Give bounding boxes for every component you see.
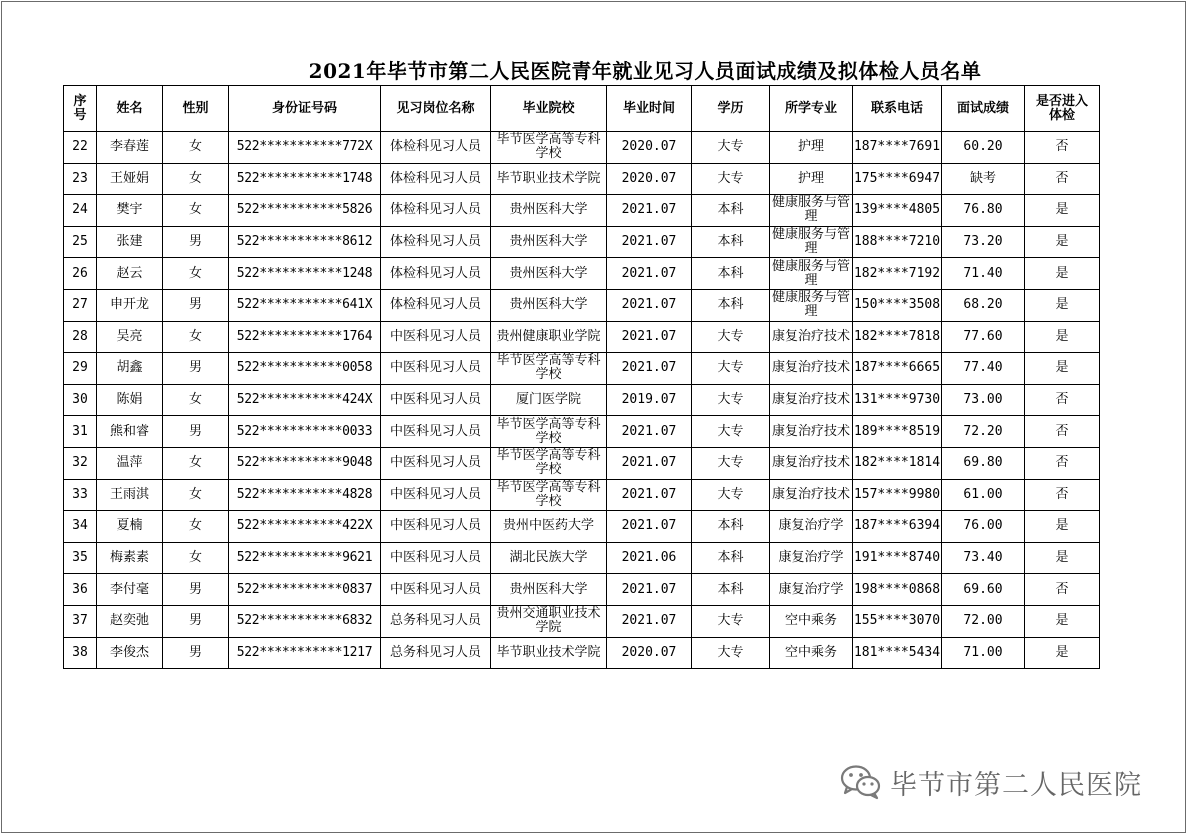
cell-phone: 189****8519	[853, 416, 942, 448]
cell-post: 体检科见习人员	[381, 226, 491, 258]
cell-post: 体检科见习人员	[381, 163, 491, 195]
cell-school: 贵州医科大学	[491, 258, 607, 290]
cell-gender: 女	[163, 163, 229, 195]
cell-phone: 175****6947	[853, 163, 942, 195]
cell-school: 贵州医科大学	[491, 289, 607, 321]
cell-exam: 否	[1025, 132, 1100, 164]
cell-id: 522***********9621	[229, 542, 381, 574]
cell-score: 71.40	[942, 258, 1025, 290]
cell-major: 康复治疗学	[770, 511, 853, 543]
cell-gender: 女	[163, 258, 229, 290]
cell-major: 空中乘务	[770, 605, 853, 637]
table-row	[64, 289, 1100, 321]
cell-gender: 女	[163, 321, 229, 353]
document-title: 2021年毕节市第二人民医院青年就业见习人员面试成绩及拟体检人员名单	[308, 59, 982, 83]
cell-no: 34	[64, 511, 97, 543]
cell-score: 69.60	[942, 574, 1025, 606]
cell-score: 73.40	[942, 542, 1025, 574]
cell-post: 体检科见习人员	[381, 195, 491, 227]
cell-no: 35	[64, 542, 97, 574]
cell-grad-time: 2019.07	[607, 384, 692, 416]
cell-phone: 187****6394	[853, 511, 942, 543]
cell-exam: 否	[1025, 479, 1100, 511]
cell-major: 康复治疗技术	[770, 353, 853, 385]
cell-gender: 男	[163, 353, 229, 385]
cell-gender: 女	[163, 384, 229, 416]
cell-school: 毕节医学高等专科学校	[491, 416, 607, 448]
cell-phone: 187****7691	[853, 132, 942, 164]
table-row	[64, 321, 1100, 353]
header-phone: 联系电话	[853, 86, 942, 132]
cell-score: 69.80	[942, 447, 1025, 479]
cell-degree: 本科	[692, 542, 770, 574]
cell-major: 康复治疗技术	[770, 447, 853, 479]
cell-phone: 182****7192	[853, 258, 942, 290]
cell-grad-time: 2021.07	[607, 258, 692, 290]
cell-school: 贵州健康职业学院	[491, 321, 607, 353]
cell-school: 毕节职业技术学院	[491, 637, 607, 669]
cell-exam: 否	[1025, 416, 1100, 448]
cell-id: 522***********1764	[229, 321, 381, 353]
header-grad-time: 毕业时间	[607, 86, 692, 132]
cell-phone: 182****1814	[853, 447, 942, 479]
cell-gender: 男	[163, 605, 229, 637]
cell-no: 22	[64, 132, 97, 164]
header-major: 所学专业	[770, 86, 853, 132]
cell-gender: 女	[163, 195, 229, 227]
cell-no: 33	[64, 479, 97, 511]
table-row	[64, 132, 1100, 164]
cell-exam: 否	[1025, 163, 1100, 195]
cell-degree: 大专	[692, 384, 770, 416]
cell-major: 康复治疗技术	[770, 321, 853, 353]
cell-post: 中医科见习人员	[381, 384, 491, 416]
cell-grad-time: 2020.07	[607, 132, 692, 164]
cell-name: 申开龙	[97, 289, 163, 321]
cell-id: 522***********1217	[229, 637, 381, 669]
cell-degree: 大专	[692, 132, 770, 164]
cell-major: 空中乘务	[770, 637, 853, 669]
cell-name: 李俊杰	[97, 637, 163, 669]
cell-name: 赵奕弛	[97, 605, 163, 637]
cell-degree: 本科	[692, 511, 770, 543]
cell-id: 522***********422X	[229, 511, 381, 543]
cell-exam: 是	[1025, 226, 1100, 258]
cell-id: 522***********0058	[229, 353, 381, 385]
cell-name: 李付毫	[97, 574, 163, 606]
header-name: 姓名	[97, 86, 163, 132]
cell-school: 贵州医科大学	[491, 226, 607, 258]
cell-id: 522***********6832	[229, 605, 381, 637]
cell-no: 24	[64, 195, 97, 227]
cell-score: 71.00	[942, 637, 1025, 669]
cell-name: 赵云	[97, 258, 163, 290]
cell-exam: 是	[1025, 353, 1100, 385]
cell-id: 522***********0837	[229, 574, 381, 606]
cell-score: 73.20	[942, 226, 1025, 258]
header-exam: 是否进入体检	[1025, 86, 1100, 132]
table-header	[64, 86, 1100, 132]
cell-degree: 大专	[692, 353, 770, 385]
header-school: 毕业院校	[491, 86, 607, 132]
cell-no: 37	[64, 605, 97, 637]
cell-phone: 155****3070	[853, 605, 942, 637]
wechat-icon	[840, 764, 882, 800]
cell-exam: 是	[1025, 258, 1100, 290]
header-post: 见习岗位名称	[381, 86, 491, 132]
cell-post: 中医科见习人员	[381, 321, 491, 353]
cell-no: 30	[64, 384, 97, 416]
cell-post: 总务科见习人员	[381, 637, 491, 669]
cell-score: 61.00	[942, 479, 1025, 511]
cell-name: 温萍	[97, 447, 163, 479]
cell-exam: 否	[1025, 384, 1100, 416]
cell-phone: 181****5434	[853, 637, 942, 669]
cell-phone: 182****7818	[853, 321, 942, 353]
header-row	[64, 86, 1100, 132]
cell-phone: 150****3508	[853, 289, 942, 321]
cell-grad-time: 2020.07	[607, 163, 692, 195]
cell-school: 湖北民族大学	[491, 542, 607, 574]
cell-major: 康复治疗技术	[770, 416, 853, 448]
cell-degree: 大专	[692, 447, 770, 479]
cell-exam: 是	[1025, 542, 1100, 574]
cell-exam: 是	[1025, 511, 1100, 543]
cell-grad-time: 2021.07	[607, 574, 692, 606]
cell-major: 护理	[770, 163, 853, 195]
cell-gender: 男	[163, 416, 229, 448]
cell-post: 中医科见习人员	[381, 353, 491, 385]
cell-school: 毕节医学高等专科学校	[491, 447, 607, 479]
cell-exam: 是	[1025, 289, 1100, 321]
cell-name: 梅素素	[97, 542, 163, 574]
cell-degree: 本科	[692, 258, 770, 290]
table-row	[64, 353, 1100, 385]
cell-id: 522***********641X	[229, 289, 381, 321]
cell-no: 26	[64, 258, 97, 290]
cell-degree: 大专	[692, 416, 770, 448]
table-row	[64, 163, 1100, 195]
cell-name: 樊宇	[97, 195, 163, 227]
cell-grad-time: 2021.07	[607, 479, 692, 511]
cell-school: 贵州医科大学	[491, 574, 607, 606]
cell-major: 康复治疗学	[770, 574, 853, 606]
table-row	[64, 542, 1100, 574]
cell-gender: 男	[163, 226, 229, 258]
cell-grad-time: 2021.07	[607, 605, 692, 637]
table-row	[64, 605, 1100, 637]
cell-post: 体检科见习人员	[381, 289, 491, 321]
cell-exam: 是	[1025, 605, 1100, 637]
cell-exam: 否	[1025, 447, 1100, 479]
cell-degree: 大专	[692, 163, 770, 195]
cell-no: 27	[64, 289, 97, 321]
cell-score: 72.20	[942, 416, 1025, 448]
table-row	[64, 511, 1100, 543]
cell-score: 72.00	[942, 605, 1025, 637]
cell-exam: 否	[1025, 574, 1100, 606]
table-row	[64, 447, 1100, 479]
cell-school: 毕节职业技术学院	[491, 163, 607, 195]
cell-post: 中医科见习人员	[381, 416, 491, 448]
cell-score: 77.40	[942, 353, 1025, 385]
header-gender: 性别	[163, 86, 229, 132]
cell-id: 522***********772X	[229, 132, 381, 164]
cell-gender: 女	[163, 132, 229, 164]
table-row	[64, 574, 1100, 606]
header-no: 序号	[64, 86, 97, 132]
table-row	[64, 226, 1100, 258]
cell-name: 陈娟	[97, 384, 163, 416]
cell-no: 36	[64, 574, 97, 606]
cell-no: 32	[64, 447, 97, 479]
cell-id: 522***********1248	[229, 258, 381, 290]
table-row	[64, 384, 1100, 416]
cell-id: 522***********1748	[229, 163, 381, 195]
cell-id: 522***********9048	[229, 447, 381, 479]
cell-score: 60.20	[942, 132, 1025, 164]
cell-score: 76.00	[942, 511, 1025, 543]
cell-post: 中医科见习人员	[381, 574, 491, 606]
cell-exam: 是	[1025, 195, 1100, 227]
header-degree: 学历	[692, 86, 770, 132]
cell-gender: 男	[163, 574, 229, 606]
cell-school: 毕节医学高等专科学校	[491, 132, 607, 164]
cell-phone: 198****0868	[853, 574, 942, 606]
cell-post: 体检科见习人员	[381, 258, 491, 290]
cell-post: 总务科见习人员	[381, 605, 491, 637]
table-row	[64, 195, 1100, 227]
table-row	[64, 479, 1100, 511]
cell-id: 522***********0033	[229, 416, 381, 448]
cell-score: 68.20	[942, 289, 1025, 321]
cell-post: 体检科见习人员	[381, 132, 491, 164]
cell-phone: 187****6665	[853, 353, 942, 385]
cell-phone: 131****9730	[853, 384, 942, 416]
cell-degree: 大专	[692, 605, 770, 637]
cell-grad-time: 2021.07	[607, 416, 692, 448]
cell-post: 中医科见习人员	[381, 447, 491, 479]
cell-post: 中医科见习人员	[381, 479, 491, 511]
cell-no: 25	[64, 226, 97, 258]
cell-phone: 191****8740	[853, 542, 942, 574]
cell-name: 王雨淇	[97, 479, 163, 511]
cell-no: 38	[64, 637, 97, 669]
cell-phone: 139****4805	[853, 195, 942, 227]
cell-major: 康复治疗学	[770, 542, 853, 574]
cell-degree: 本科	[692, 226, 770, 258]
cell-id: 522***********424X	[229, 384, 381, 416]
table-row	[64, 637, 1100, 669]
cell-exam: 是	[1025, 637, 1100, 669]
cell-major: 健康服务与管理	[770, 226, 853, 258]
cell-gender: 女	[163, 447, 229, 479]
cell-degree: 本科	[692, 289, 770, 321]
cell-gender: 男	[163, 289, 229, 321]
cell-gender: 女	[163, 511, 229, 543]
cell-gender: 男	[163, 637, 229, 669]
roster-table	[63, 85, 1100, 669]
cell-degree: 大专	[692, 321, 770, 353]
watermark-text: 毕节市第二人民医院	[890, 769, 1142, 801]
cell-gender: 女	[163, 479, 229, 511]
header-score: 面试成绩	[942, 86, 1025, 132]
watermark	[840, 762, 1142, 802]
cell-name: 胡鑫	[97, 353, 163, 385]
cell-grad-time: 2021.07	[607, 289, 692, 321]
cell-name: 熊和睿	[97, 416, 163, 448]
cell-gender: 女	[163, 542, 229, 574]
cell-exam: 是	[1025, 321, 1100, 353]
cell-degree: 本科	[692, 574, 770, 606]
cell-major: 康复治疗技术	[770, 479, 853, 511]
cell-score: 76.80	[942, 195, 1025, 227]
cell-major: 康复治疗技术	[770, 384, 853, 416]
cell-grad-time: 2021.07	[607, 226, 692, 258]
cell-grad-time: 2020.07	[607, 637, 692, 669]
cell-no: 31	[64, 416, 97, 448]
cell-degree: 大专	[692, 479, 770, 511]
cell-school: 毕节医学高等专科学校	[491, 353, 607, 385]
table-row	[64, 258, 1100, 290]
cell-school: 厦门医学院	[491, 384, 607, 416]
cell-major: 护理	[770, 132, 853, 164]
cell-post: 中医科见习人员	[381, 542, 491, 574]
table-row	[64, 416, 1100, 448]
cell-major: 健康服务与管理	[770, 289, 853, 321]
cell-id: 522***********4828	[229, 479, 381, 511]
cell-grad-time: 2021.07	[607, 511, 692, 543]
cell-no: 28	[64, 321, 97, 353]
cell-id: 522***********8612	[229, 226, 381, 258]
cell-school: 贵州医科大学	[491, 195, 607, 227]
cell-grad-time: 2021.07	[607, 195, 692, 227]
cell-school: 毕节医学高等专科学校	[491, 479, 607, 511]
cell-major: 健康服务与管理	[770, 195, 853, 227]
cell-school: 贵州中医药大学	[491, 511, 607, 543]
cell-phone: 188****7210	[853, 226, 942, 258]
cell-school: 贵州交通职业技术学院	[491, 605, 607, 637]
cell-id: 522***********5826	[229, 195, 381, 227]
cell-phone: 157****9980	[853, 479, 942, 511]
cell-name: 王娅娟	[97, 163, 163, 195]
cell-major: 健康服务与管理	[770, 258, 853, 290]
cell-score: 77.60	[942, 321, 1025, 353]
cell-score: 缺考	[942, 163, 1025, 195]
cell-degree: 大专	[692, 637, 770, 669]
cell-grad-time: 2021.06	[607, 542, 692, 574]
cell-no: 23	[64, 163, 97, 195]
cell-no: 29	[64, 353, 97, 385]
cell-name: 夏楠	[97, 511, 163, 543]
cell-name: 吴亮	[97, 321, 163, 353]
cell-name: 张建	[97, 226, 163, 258]
header-id: 身份证号码	[229, 86, 381, 132]
cell-grad-time: 2021.07	[607, 321, 692, 353]
cell-post: 中医科见习人员	[381, 511, 491, 543]
cell-degree: 本科	[692, 195, 770, 227]
cell-grad-time: 2021.07	[607, 353, 692, 385]
cell-name: 李春莲	[97, 132, 163, 164]
cell-score: 73.00	[942, 384, 1025, 416]
cell-grad-time: 2021.07	[607, 447, 692, 479]
table-body	[64, 132, 1100, 669]
